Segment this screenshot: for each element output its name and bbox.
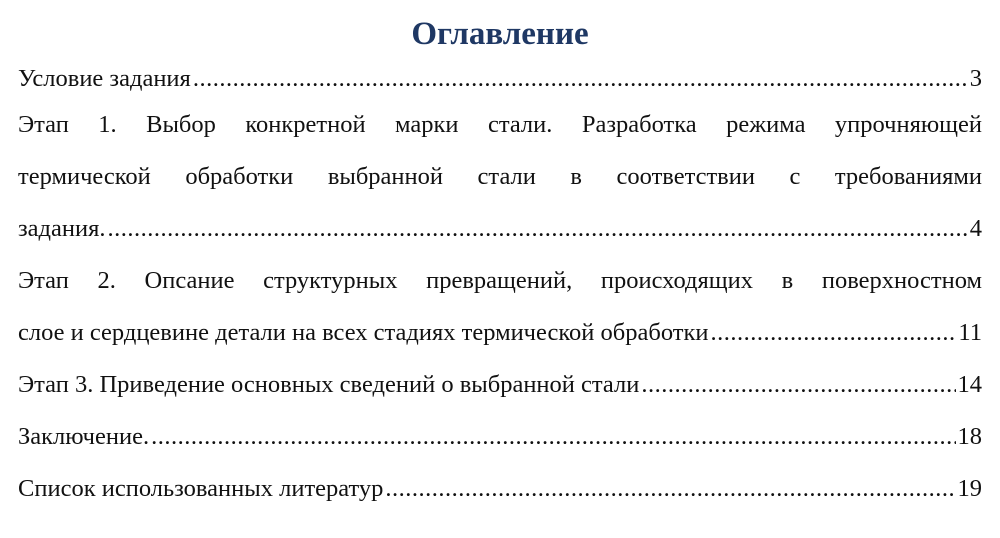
toc-dot-leader bbox=[108, 203, 968, 255]
toc-page-number: 11 bbox=[958, 319, 982, 346]
table-of-contents bbox=[18, 59, 982, 515]
toc-entry-stage-1-line-2[interactable]: термической обработки выбранной стали в соответствии с требованиями bbox=[18, 163, 982, 190]
toc-entry-stage-1[interactable] bbox=[18, 203, 982, 255]
toc-dot-leader bbox=[385, 463, 955, 515]
toc-entry-label: слое и сердцевине детали на всех стадиях термической обработки bbox=[18, 319, 709, 346]
toc-entry-conclusion[interactable] bbox=[18, 411, 982, 463]
toc-page-number: 14 bbox=[957, 371, 982, 398]
toc-dot-leader bbox=[710, 307, 956, 359]
toc-dot-leader bbox=[151, 411, 955, 463]
page-title: Оглавление bbox=[411, 16, 589, 52]
toc-entry-label: задания. bbox=[18, 215, 106, 242]
toc-entry-label: Заключение. bbox=[18, 423, 150, 450]
toc-page-number: 3 bbox=[969, 65, 982, 92]
toc-page-number: 18 bbox=[957, 423, 982, 450]
toc-entry-task-conditions[interactable] bbox=[18, 59, 982, 99]
toc-page-number: 4 bbox=[969, 215, 982, 242]
toc-dot-leader bbox=[193, 59, 968, 99]
toc-entry-references[interactable] bbox=[18, 463, 982, 515]
toc-entry-label: Условие задания bbox=[18, 65, 191, 92]
toc-entry-label: Этап 3. Приведение основных сведений о выбранной стали bbox=[18, 371, 640, 398]
toc-dot-leader bbox=[641, 359, 955, 411]
toc-entry-stage-2[interactable] bbox=[18, 307, 982, 359]
toc-entry-label: Список использованных литератур bbox=[18, 475, 384, 502]
toc-entry-stage-1-line-1[interactable]: Этап 1. Выбор конкретной марки стали. Разработка режима упрочняющей bbox=[18, 111, 982, 138]
toc-page-number: 19 bbox=[957, 475, 982, 502]
toc-entry-stage-3[interactable] bbox=[18, 359, 982, 411]
toc-entry-stage-2-line-1[interactable]: Этап 2. Опсание структурных превращений, происходящих в поверхностном bbox=[18, 267, 982, 294]
